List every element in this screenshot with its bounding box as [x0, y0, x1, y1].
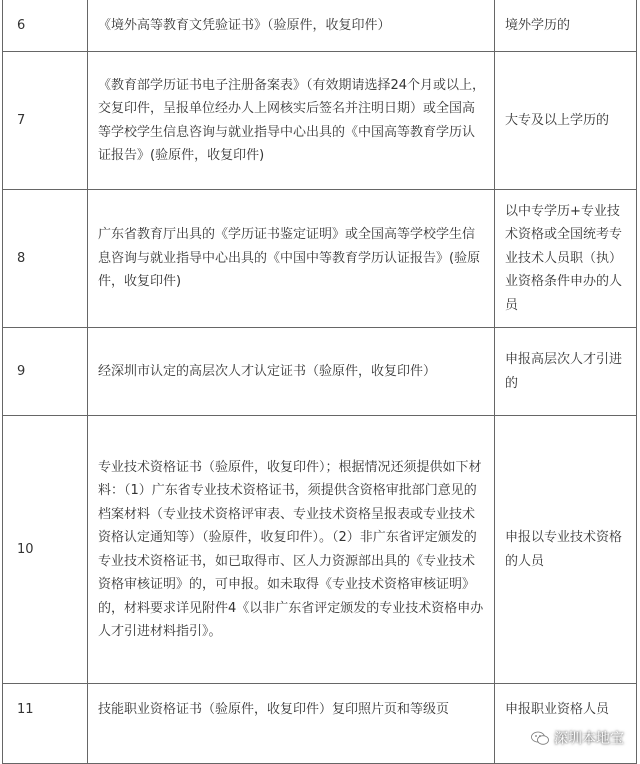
- applicable-condition: 申报高层次人才引进的: [495, 328, 637, 416]
- table-row: [3, 52, 637, 190]
- watermark-text: 深圳本地宝: [554, 731, 624, 747]
- wechat-icon: [531, 731, 549, 745]
- material-description: 专业技术资格证书（验原件，收复印件）；根据情况还须提供如下材料：（1）广东省专业技术资格证书，须提供含资格审批部门意见的档案材料（专业技术资格评审表、专业技术资格呈报表或专业技术资格认定通知等）（验原件，收复印件）。（2）非广东省评定颁发的专业技术资格证书，如已取得市、区人力资源部出具的《专业技术资格审核证明》的，可申报。如未取得《专业技术资格审核证明》的，材料要求详见附件4《以非广东省评定颁发的专业技术资格申办人才引进材料指引》。: [88, 416, 495, 684]
- table-row: [3, 416, 637, 684]
- applicable-condition: 申报职业资格人员: [495, 684, 637, 764]
- applicable-condition: 申报以专业技术资格的人员: [495, 416, 637, 684]
- row-number: 7: [3, 52, 88, 190]
- row-number: 10: [3, 416, 88, 684]
- table-row: [3, 0, 637, 52]
- table-row: [3, 190, 637, 328]
- material-description: 技能职业资格证书（验原件，收复印件）复印照片页和等级页: [88, 684, 495, 764]
- row-number: 11: [3, 684, 88, 764]
- watermark: [531, 728, 624, 748]
- material-description: 广东省教育厅出具的《学历证书鉴定证明》或全国高等学校学生信息咨询与就业指导中心出具的《中国中等教育学历认证报告》(验原件，收复印件): [88, 190, 495, 328]
- material-description: 《境外高等教育文凭验证书》（验原件，收复印件）: [88, 0, 495, 52]
- material-description: 《教育部学历证书电子注册备案表》（有效期请选择24个月或以上，交复印件，呈报单位经办人上网核实后签名并注明日期）或全国高等学校学生信息咨询与就业指导中心出具的《中国高等教育学历认证报告》(验原件，收复印件): [88, 52, 495, 190]
- material-description: 经深圳市认定的高层次人才认定证书（验原件，收复印件）: [88, 328, 495, 416]
- materials-table: [2, 0, 637, 764]
- table-row: [3, 328, 637, 416]
- applicable-condition: 大专及以上学历的: [495, 52, 637, 190]
- row-number: 6: [3, 0, 88, 52]
- applicable-condition: 境外学历的: [495, 0, 637, 52]
- table-row: [3, 684, 637, 764]
- applicable-condition: 以中专学历+专业技术资格或全国统考专业技术人员职（执）业资格条件申办的人员: [495, 190, 637, 328]
- row-number: 9: [3, 328, 88, 416]
- row-number: 8: [3, 190, 88, 328]
